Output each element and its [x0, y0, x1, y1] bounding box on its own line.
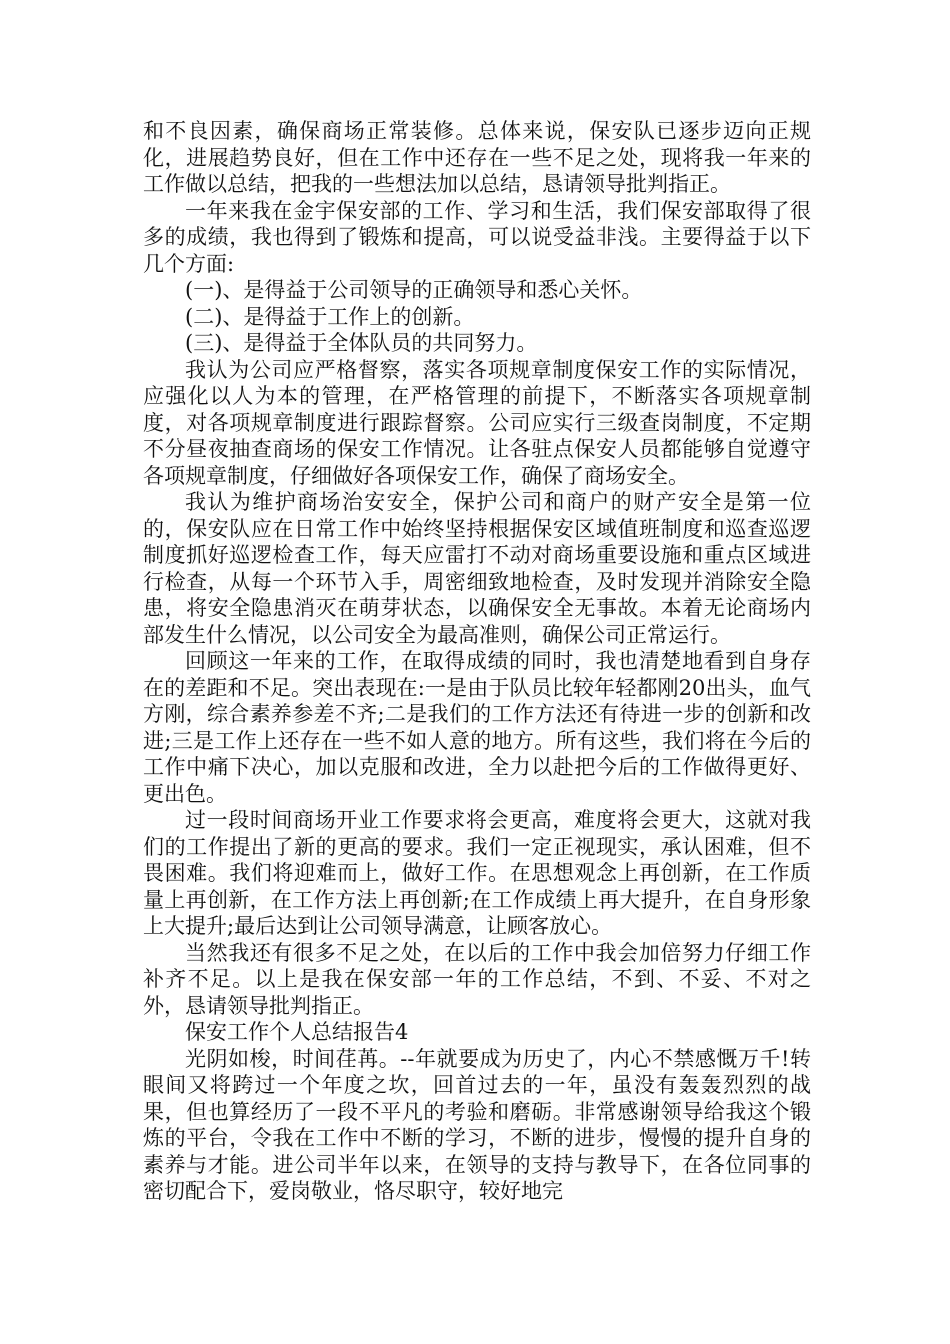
paragraph-closing: 当然我还有很多不足之处，在以后的工作中我会加倍努力仔细工作补齐不足。以上是我在保安部一年的工作总结，不到、不妥、不对之外，恳请领导批判指正。	[143, 940, 811, 1018]
paragraph-shortcomings: 回顾这一年来的工作，在取得成绩的同时，我也清楚地看到自身存在的差距和不足。突出表现在:一是由于队员比较年轻都刚20出头，血气方刚，综合素养参差不齐;二是我们的工作方法还有待进一步的创新和改进;三是工作上还存在一些不如人意的地方。所有这些，我们将在今后的工作中痛下决心，加以克服和改进，全力以赴把今后的工作做得更好、更出色。	[143, 649, 811, 806]
paragraph-year-summary: 一年来我在金宇保安部的工作、学习和生活，我们保安部取得了很多的成绩，我也得到了锻炼和提高，可以说受益非浅。主要得益于以下几个方面:	[143, 198, 811, 276]
document-body	[143, 118, 811, 1205]
list-item-1: (一)、是得益于公司领导的正确领导和悉心关怀。	[185, 278, 643, 302]
paragraph-future-requirements: 过一段时间商场开业工作要求将会更高，难度将会更大，这就对我们的工作提出了新的更高的要求。我们一定正视现实，承认困难，但不畏困难。我们将迎难而上，做好工作。在思想观念上再创新，在工作质量上再创新，在工作方法上再创新;在工作成绩上再大提升，在自身形象上大提升;最后达到让公司领导满意，让顾客放心。	[143, 808, 811, 938]
paragraph-supervision: 我认为公司应严格督察，落实各项规章制度保安工作的实际情况，应强化以人为本的管理，在严格管理的前提下，不断落实各项规章制度，对各项规章制度进行跟踪督察。公司应实行三级查岗制度，不定期不分昼夜抽查商场的保安工作情况。让各驻点保安人员都能够自觉遵守各项规章制度，仔细做好各项保安工作，确保了商场安全。	[143, 357, 811, 488]
paragraph-security-priority: 我认为维护商场治安安全，保护公司和商户的财产安全是第一位的，保安队应在日常工作中始终坚持根据保安区域值班制度和巡查巡逻制度抓好巡逻检查工作，每天应雷打不动对商场重要设施和重点区域进行检查，从每一个环节入手，周密细致地检查，及时发现并消除安全隐患，将安全隐患消灭在萌芽状态，以确保安全无事故。本着无论商场内部发生什么情况，以公司安全为最高准则，确保公司正常运行。	[143, 490, 811, 647]
paragraph-report4-intro: 光阴如梭，时间荏苒。--年就要成为历史了，内心不禁感慨万千!转眼间又将跨过一个年度之坎，回首过去的一年，虽没有轰轰烈烈的战果，但也算经历了一段不平凡的考验和磨砺。非常感谢领导给我这个锻炼的平台，令我在工作中不断的学习，不断的进步，慢慢的提升自身的素养与才能。进公司半年以来，在领导的支持与教导下，在各位同事的密切配合下，爱岗敬业，恪尽职守，较好地完	[143, 1046, 811, 1203]
section-heading: 保安工作个人总结报告4	[185, 1020, 409, 1044]
list-item-2: (二)、是得益于工作上的创新。	[185, 304, 475, 329]
list-item-3: (三)、是得益于全体队员的共同努力。	[185, 331, 538, 355]
paragraph-intro-continued: 和不良因素，确保商场正常装修。总体来说，保安队已逐步迈向正规化，进展趋势良好，但在工作中还存在一些不足之处，现将我一年来的工作做以总结，把我的一些想法加以总结，恳请领导批判指正。	[143, 119, 811, 196]
